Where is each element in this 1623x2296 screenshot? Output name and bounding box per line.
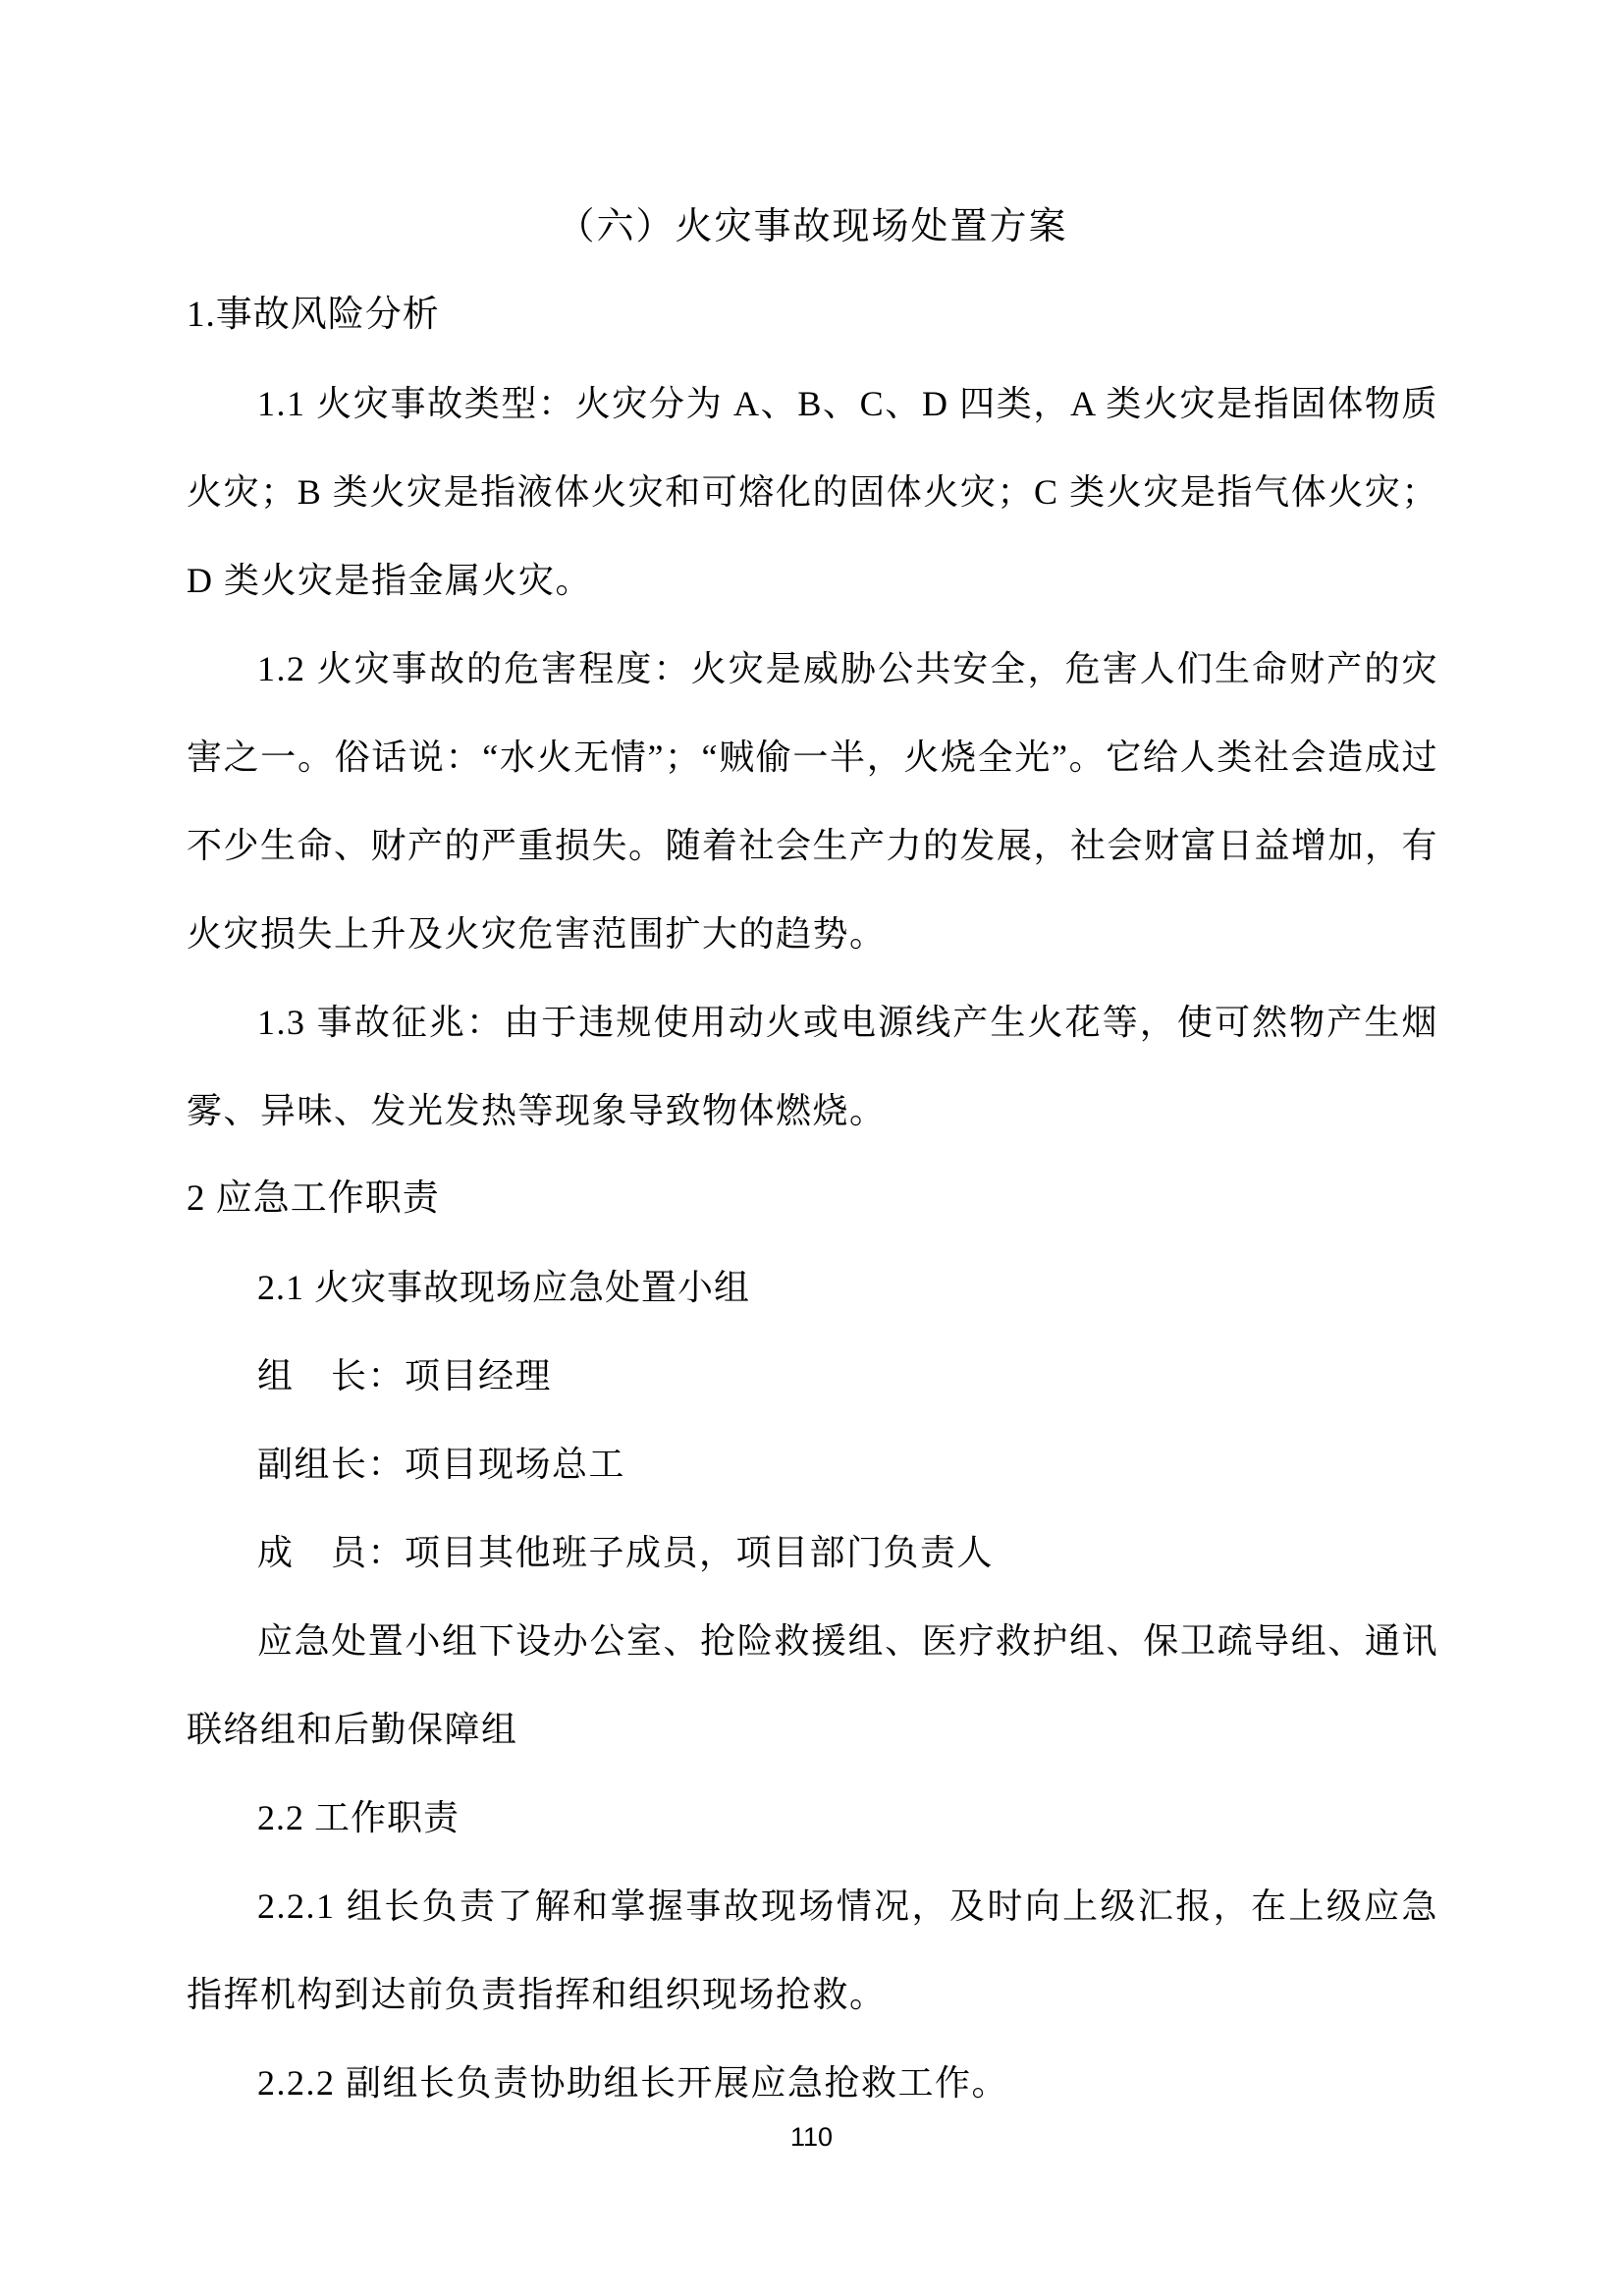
team-leader-line: 组 长：项目经理	[257, 1356, 553, 1395]
document-title: （六）火灾事故现场处置方案	[557, 206, 1068, 247]
paragraph-hazard-degree: 1.2 火灾事故的危害程度：火灾是威胁公共安全，危害人们生命财产的灾害之一。俗话说：“水火无情”；“贼偷一半，火烧全光”。它给人类社会造成过不少生命、财产的严重损失。随着社会生产力的发展，社会财富日益增加，有火灾损失上升及火灾危害范围扩大的趋势。	[187, 649, 1439, 954]
paragraph-fire-types: 1.1 火灾事故类型：火灾分为 A、B、C、D 四类，A 类火灾是指固体物质火灾；B 类火灾是指液体火灾和可熔化的固体火灾；C 类火灾是指气体火灾；D 类火灾是指金属火灾。	[187, 384, 1438, 600]
heading-work-duties: 2.2 工作职责	[257, 1798, 460, 1837]
page-number: 110	[789, 2122, 834, 2152]
paragraph-duty-deputy: 2.2.2 副组长负责协助组长开展应急抢救工作。	[257, 2063, 1009, 2103]
paragraph-duty-leader: 2.2.1 组长负责了解和掌握事故现场情况，及时向上级汇报，在上级应急指挥机构到达前负责指挥和组织现场抢救。	[187, 1886, 1438, 2014]
heading-emergency-duties: 2 应急工作职责	[187, 1178, 440, 1219]
heading-response-team: 2.1 火灾事故现场应急处置小组	[257, 1268, 751, 1307]
team-members-line: 成 员：项目其他班子成员，项目部门负责人	[257, 1533, 995, 1572]
heading-risk-analysis: 1.事故风险分析	[187, 295, 440, 335]
paragraph-accident-signs: 1.3 事故征兆：由于违规使用动火或电源线产生火花等，使可然物产生烟雾、异味、发光发热等现象导致物体燃烧。	[187, 1003, 1438, 1130]
team-deputy-leader-line: 副组长：项目现场总工	[257, 1445, 626, 1484]
document-body	[187, 183, 1438, 2127]
paragraph-team-structure: 应急处置小组下设办公室、抢险救援组、医疗救护组、保卫疏导组、通讯联络组和后勤保障组	[187, 1621, 1438, 1749]
